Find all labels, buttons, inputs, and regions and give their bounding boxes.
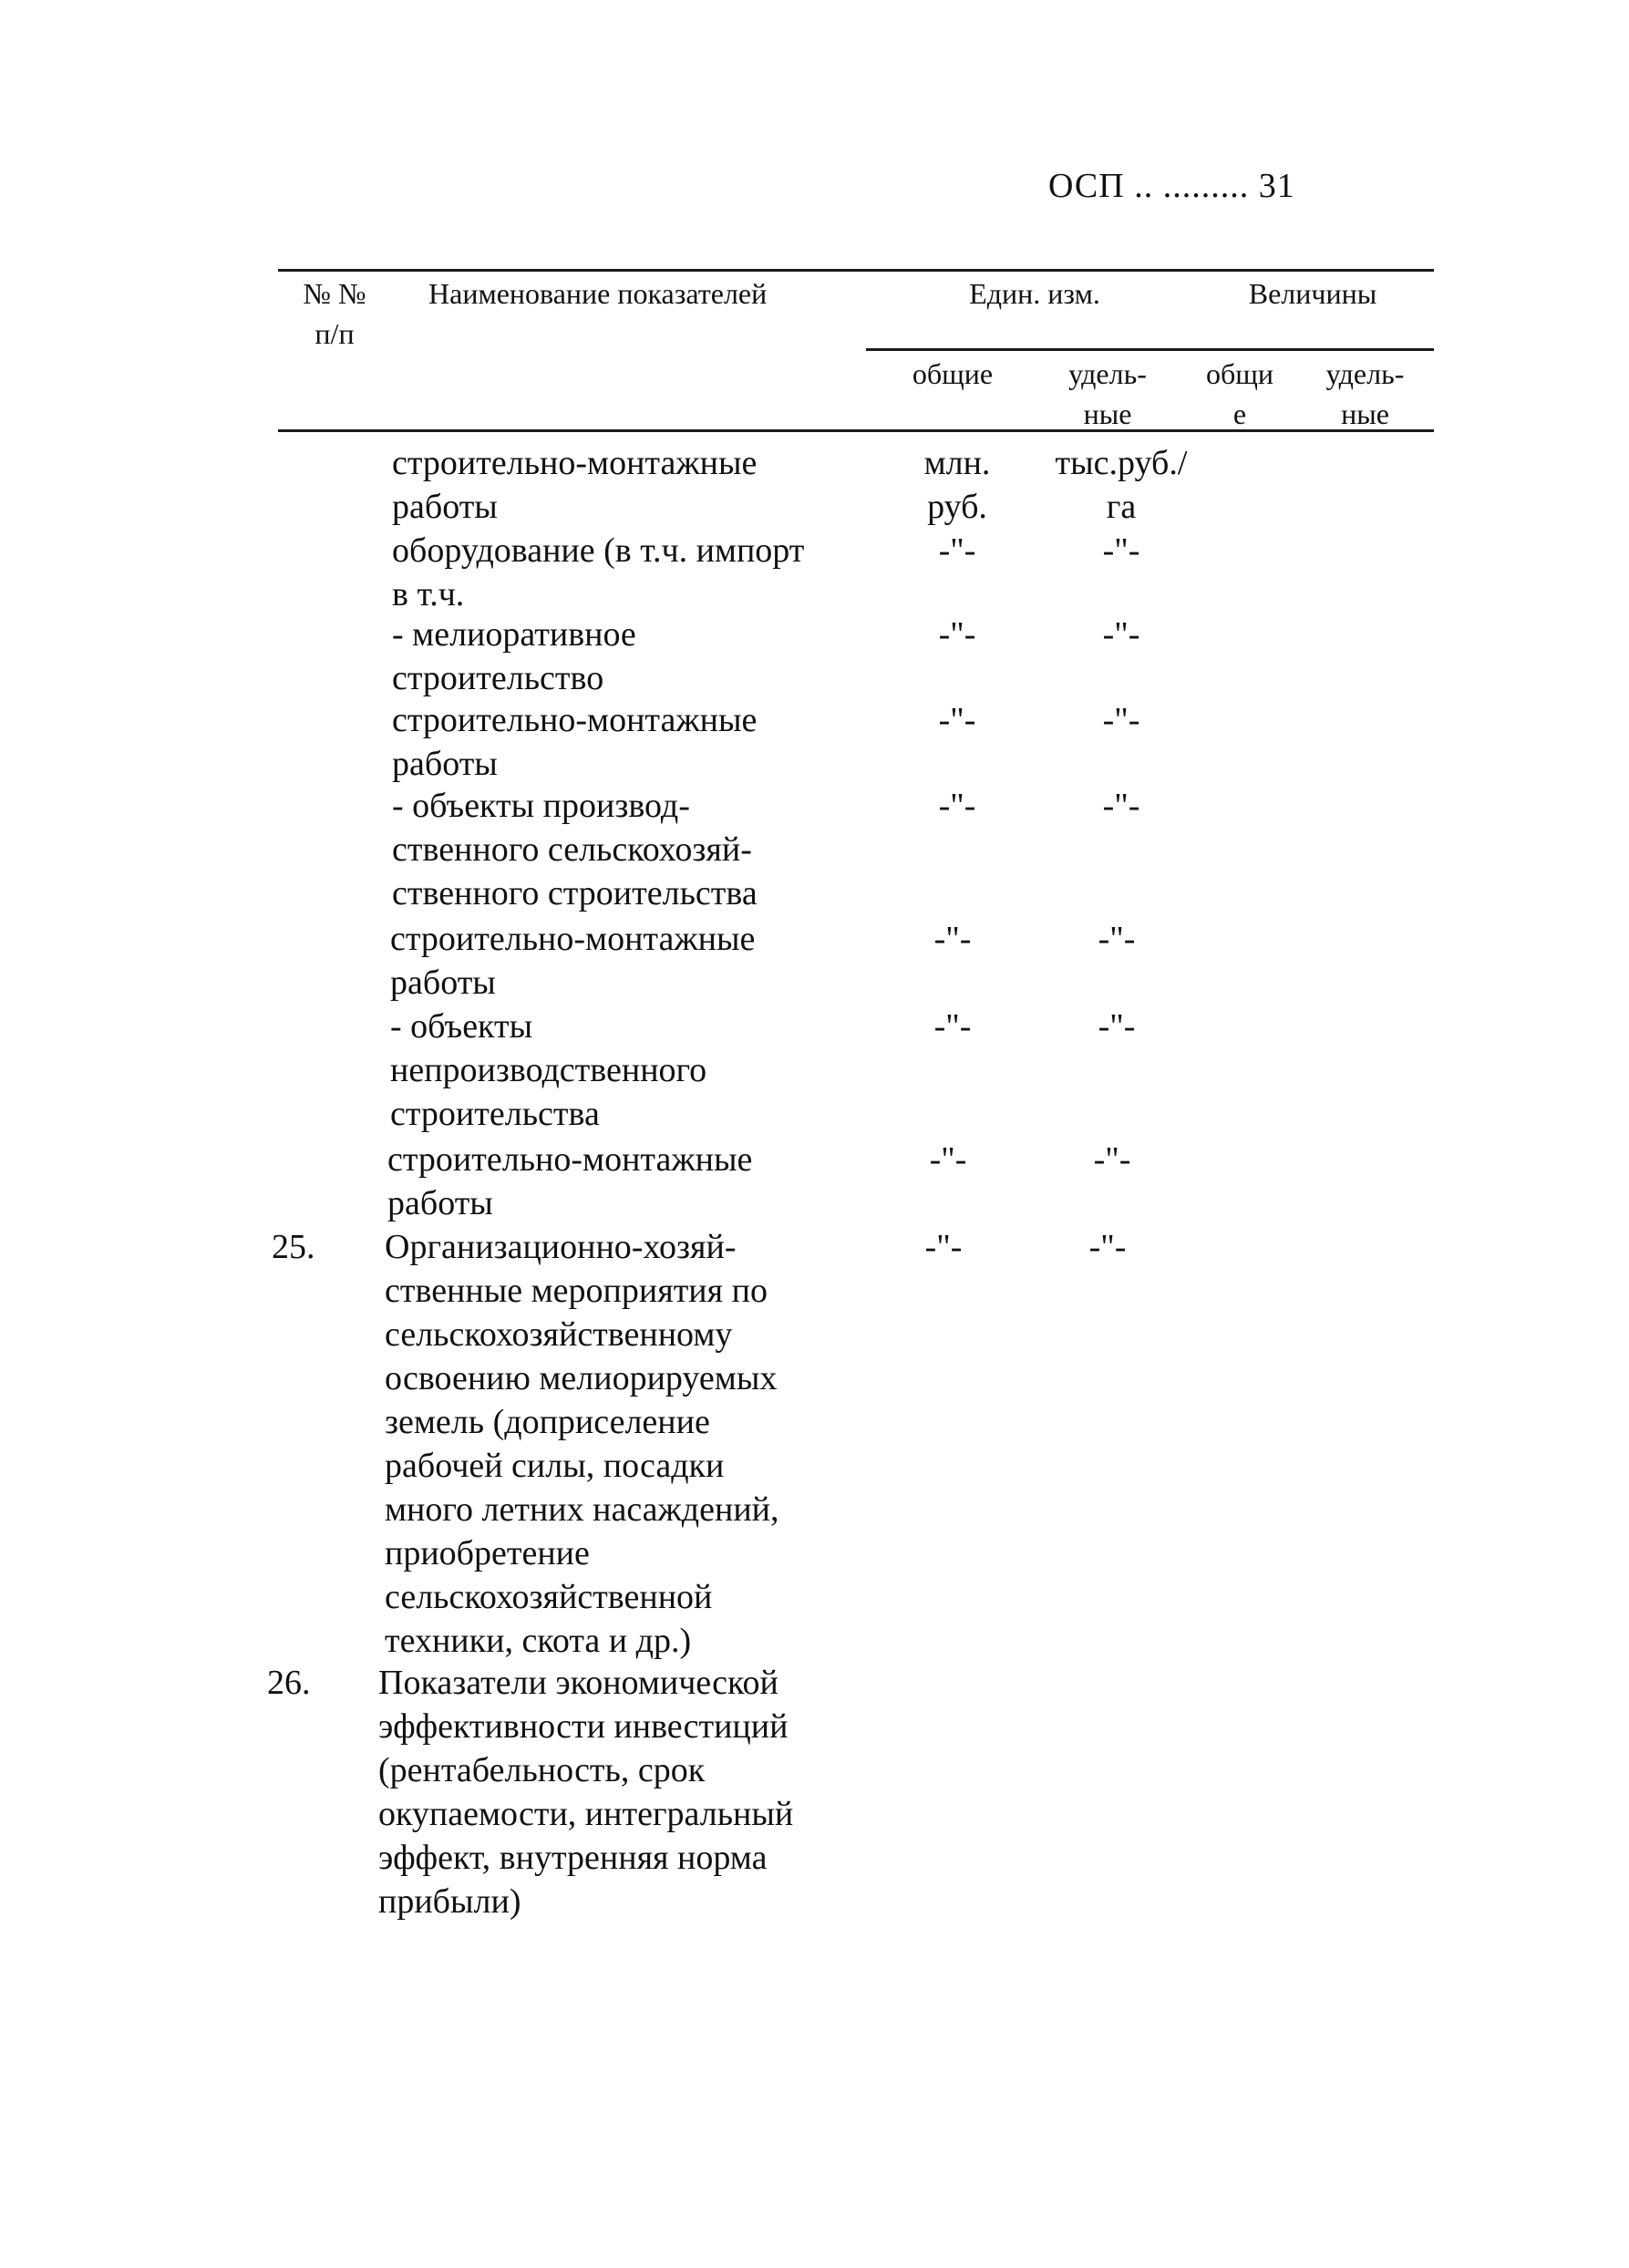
table-row (385, 1225, 779, 1663)
row-unit-specific: -"- (1102, 531, 1140, 570)
row-unit-total: -"- (924, 1228, 963, 1266)
row-name-line: Организационно-хозяй- (385, 1228, 737, 1266)
running-head: ОСП .. ......... 31 (1048, 167, 1295, 205)
row-name-line: строительно-монтажные (392, 701, 758, 739)
row-unit-specific: -"- (1098, 920, 1136, 958)
row-name-line: работы (392, 488, 498, 526)
row-unit-specific (1030, 441, 1212, 529)
row-number: 25. (272, 1228, 315, 1266)
row-unit-specific: -"- (1093, 1140, 1131, 1179)
row-unit-total (889, 441, 1026, 529)
row-name-line: прибыли) (378, 1882, 521, 1921)
header-values-specific-line: удель- (1325, 357, 1405, 390)
row-name-line: строительство (392, 659, 604, 697)
row-unit-specific: -"- (1098, 1007, 1136, 1046)
header-values-specific (1299, 354, 1431, 434)
row-unit-total: -"- (929, 1140, 967, 1179)
table-row (392, 613, 636, 700)
unit-total-line: млн. (923, 444, 991, 482)
row-name-line: ственного сельскохозяй- (392, 830, 752, 869)
row-unit-total: -"- (938, 701, 976, 739)
row-name-line: окупаемости, интегральный (378, 1795, 794, 1833)
row-name-line: работы (390, 964, 496, 1002)
header-sub-rule (866, 348, 1434, 351)
header-units-total: общие (912, 357, 994, 390)
header-col-name: Наименование показателей (428, 277, 768, 310)
row-unit-specific: -"- (1102, 615, 1140, 654)
table-row (390, 917, 755, 1005)
row-name-line: - объекты производ- (392, 787, 690, 825)
row-name-line: сельскохозяйственной (385, 1578, 713, 1616)
unit-total-line: руб. (927, 488, 987, 526)
table-row (390, 1005, 706, 1136)
row-name-line: непроизводственного (390, 1051, 707, 1089)
row-unit-total: -"- (933, 920, 972, 958)
header-values-total-line: е (1232, 397, 1247, 430)
header-col-num (284, 273, 385, 354)
row-name-line: работы (387, 1184, 493, 1222)
header-units-specific (1035, 354, 1181, 434)
row-name-line: (рентабельность, срок (378, 1751, 706, 1789)
table-row (392, 441, 757, 529)
row-name-line: строительно-монтажные (390, 920, 756, 958)
header-col-num-line: № № (303, 277, 366, 310)
row-name-line: освоению мелиорируемых (385, 1359, 778, 1397)
row-name-line: приобретение (385, 1534, 590, 1572)
row-name-line: в т.ч. (392, 575, 465, 613)
header-col-values: Величины (1248, 277, 1377, 310)
table-row (392, 698, 757, 786)
row-unit-specific: -"- (1102, 701, 1140, 739)
unit-specific-line: га (1106, 488, 1137, 526)
table-row (392, 784, 758, 915)
header-col-units: Един. изм. (969, 277, 1100, 310)
row-name-line: ственные мероприятия по (385, 1272, 768, 1310)
row-unit-specific: -"- (1088, 1228, 1127, 1266)
table-row (392, 529, 804, 616)
row-number: 26. (267, 1664, 311, 1702)
row-name-line: земель (доприселение (385, 1403, 710, 1441)
row-name-line: работы (392, 745, 498, 783)
row-name-line: рабочей силы, посадки (385, 1447, 725, 1485)
row-name-line: строительства (390, 1095, 600, 1133)
row-name-line: техники, скота и др.) (385, 1622, 692, 1660)
row-name-line: эффект, внутренняя норма (378, 1839, 768, 1877)
table-row (387, 1138, 752, 1225)
row-unit-total: -"- (933, 1007, 972, 1046)
row-unit-total: -"- (938, 531, 976, 570)
row-name-line: много летних насаждений, (385, 1490, 779, 1529)
row-name-line: Показатели экономической (378, 1664, 778, 1702)
row-name-line: - объекты (390, 1007, 533, 1046)
header-values-total-line: общи (1205, 357, 1274, 390)
row-unit-specific: -"- (1102, 787, 1140, 825)
row-unit-total: -"- (938, 787, 976, 825)
header-units-specific-line: удель- (1068, 357, 1147, 390)
header-values-total (1190, 354, 1290, 434)
table-top-rule (278, 269, 1434, 272)
header-col-num-line: п/п (314, 317, 355, 350)
row-name-line: строительно-монтажные (392, 444, 758, 482)
row-name-line: строительно-монтажные (387, 1140, 753, 1179)
header-units-specific-line: ные (1083, 397, 1132, 430)
row-name-line: эффективности инвестиций (378, 1707, 789, 1746)
header-values-specific-line: ные (1341, 397, 1389, 430)
row-unit-total: -"- (938, 615, 976, 654)
table-row (378, 1661, 793, 1923)
row-name-line: ственного строительства (392, 874, 758, 912)
row-name-line: оборудование (в т.ч. импорт (392, 531, 805, 570)
row-name-line: сельскохозяйственному (385, 1315, 733, 1354)
row-name-line: - мелиоративное (392, 615, 636, 654)
unit-specific-line: тыс.руб./ (1055, 444, 1188, 482)
